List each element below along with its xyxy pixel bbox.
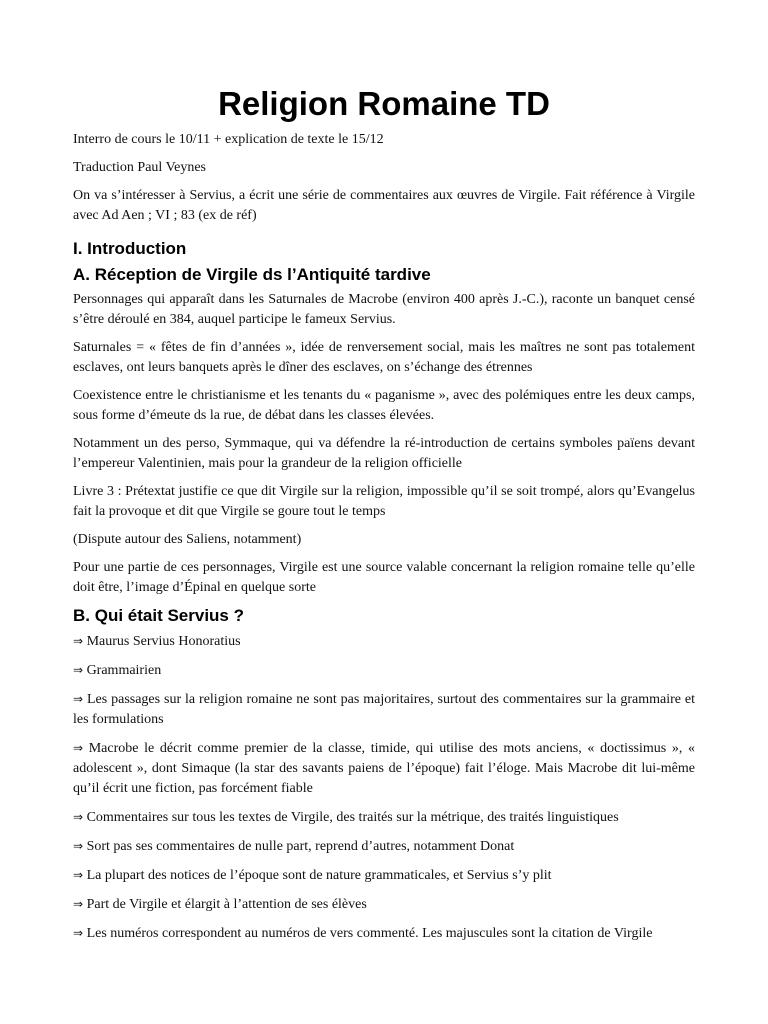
arrow-list-item: [73, 631, 695, 652]
body-paragraph: Saturnales = « fêtes de fin d’années », idée de renversement social, mais les maîtres ne sont pas totalement esclaves, ont leurs banquets après le dîner des esclaves, on s’échange des étrennes: [73, 340, 695, 375]
body-paragraph: Coexistence entre le christianisme et les tenants du « paganisme », avec des polémiques entre les deux camps, sous forme d’émeute ds la rue, de débat dans les classes élevées.: [73, 388, 695, 423]
right-double-arrow-icon: ⇒: [73, 897, 84, 911]
body-paragraph: Livre 3 : Prétextat justifie ce que dit Virgile sur la religion, impossible qu’il se soit trompé, alors qu’Evangelus fait la provoque et dit que Virgile se goure tout le temps: [73, 484, 695, 519]
body-paragraph: (Dispute autour des Saliens, notamment): [73, 532, 302, 547]
arrow-list-text: Sort pas ses commentaires de nulle part, reprend d’autres, notamment Donat: [86, 839, 515, 854]
body-paragraph: Notamment un des perso, Symmaque, qui va défendre la ré-introduction de certains symboles païens devant l’empereur Valentinien, mais pour la grandeur de la religion officielle: [73, 436, 695, 471]
arrow-list-item: [73, 807, 695, 828]
right-double-arrow-icon: ⇒: [73, 810, 84, 824]
arrow-list-item: [73, 865, 695, 886]
arrow-list-text: Les passages sur la religion romaine ne sont pas majoritaires, surtout des commentaires sur la grammaire et les formulations: [73, 692, 696, 727]
document-page: [73, 0, 695, 944]
arrow-list-text: Maurus Servius Honoratius: [86, 634, 241, 649]
section-servius-body: [73, 631, 695, 944]
arrow-list-item: [73, 923, 695, 944]
intro-paragraph: Traduction Paul Veynes: [73, 160, 206, 175]
arrow-list-item: [73, 660, 695, 681]
section-heading-reception: A. Réception de Virgile ds l’Antiquité tardive: [73, 265, 431, 284]
right-double-arrow-icon: ⇒: [73, 839, 84, 853]
right-double-arrow-icon: ⇒: [73, 926, 84, 940]
arrow-list-item: [73, 738, 695, 799]
arrow-list-text: Les numéros correspondent au numéros de vers commenté. Les majuscules sont la citation de Virgile: [86, 926, 653, 941]
right-double-arrow-icon: ⇒: [73, 741, 84, 755]
body-paragraph: Pour une partie de ces personnages, Virgile est une source valable concernant la religion romaine telle qu’elle doit être, l’image d’Épinal en quelque sorte: [73, 560, 695, 595]
right-double-arrow-icon: ⇒: [73, 692, 84, 706]
page-title: Religion Romaine TD: [218, 85, 550, 122]
arrow-list-text: La plupart des notices de l’époque sont de nature grammaticales, et Servius s’y plit: [86, 868, 552, 883]
body-paragraph: Personnages qui apparaît dans les Saturnales de Macrobe (environ 400 après J.-C.), raconte un banquet censé s’être déroulé en 384, auquel participe le fameux Servius.: [73, 292, 695, 327]
intro-paragraph: On va s’intéresser à Servius, a écrit une série de commentaires aux œuvres de Virgile. Fait référence à Virgile avec Ad Aen ; VI ; 83 (ex de réf): [73, 188, 695, 223]
arrow-list-text: Commentaires sur tous les textes de Virgile, des traités sur la métrique, des traités linguistiques: [86, 810, 619, 825]
section-heading-introduction: I. Introduction: [73, 239, 187, 258]
right-double-arrow-icon: ⇒: [73, 634, 84, 648]
arrow-list-text: Macrobe le décrit comme premier de la classe, timide, qui utilise des mots anciens, « doctissimus », « adolescent », dont Simaque (la star des savants paiens de l’époque) fait l’éloge. Mais Macrobe dit lui-même qu’il écrit une fiction, pas forcément fiable: [73, 741, 696, 796]
arrow-list-item: [73, 836, 695, 857]
arrow-list-text: Grammairien: [86, 663, 162, 678]
section-reception-body: [73, 290, 695, 598]
arrow-list-text: Part de Virgile et élargit à l’attention de ses élèves: [86, 897, 367, 912]
right-double-arrow-icon: ⇒: [73, 663, 84, 677]
arrow-list-item: [73, 894, 695, 915]
right-double-arrow-icon: ⇒: [73, 868, 84, 882]
section-heading-servius: B. Qui était Servius ?: [73, 606, 244, 625]
intro-paragraph: Interro de cours le 10/11 + explication de texte le 15/12: [73, 132, 384, 147]
arrow-list-item: [73, 689, 695, 730]
